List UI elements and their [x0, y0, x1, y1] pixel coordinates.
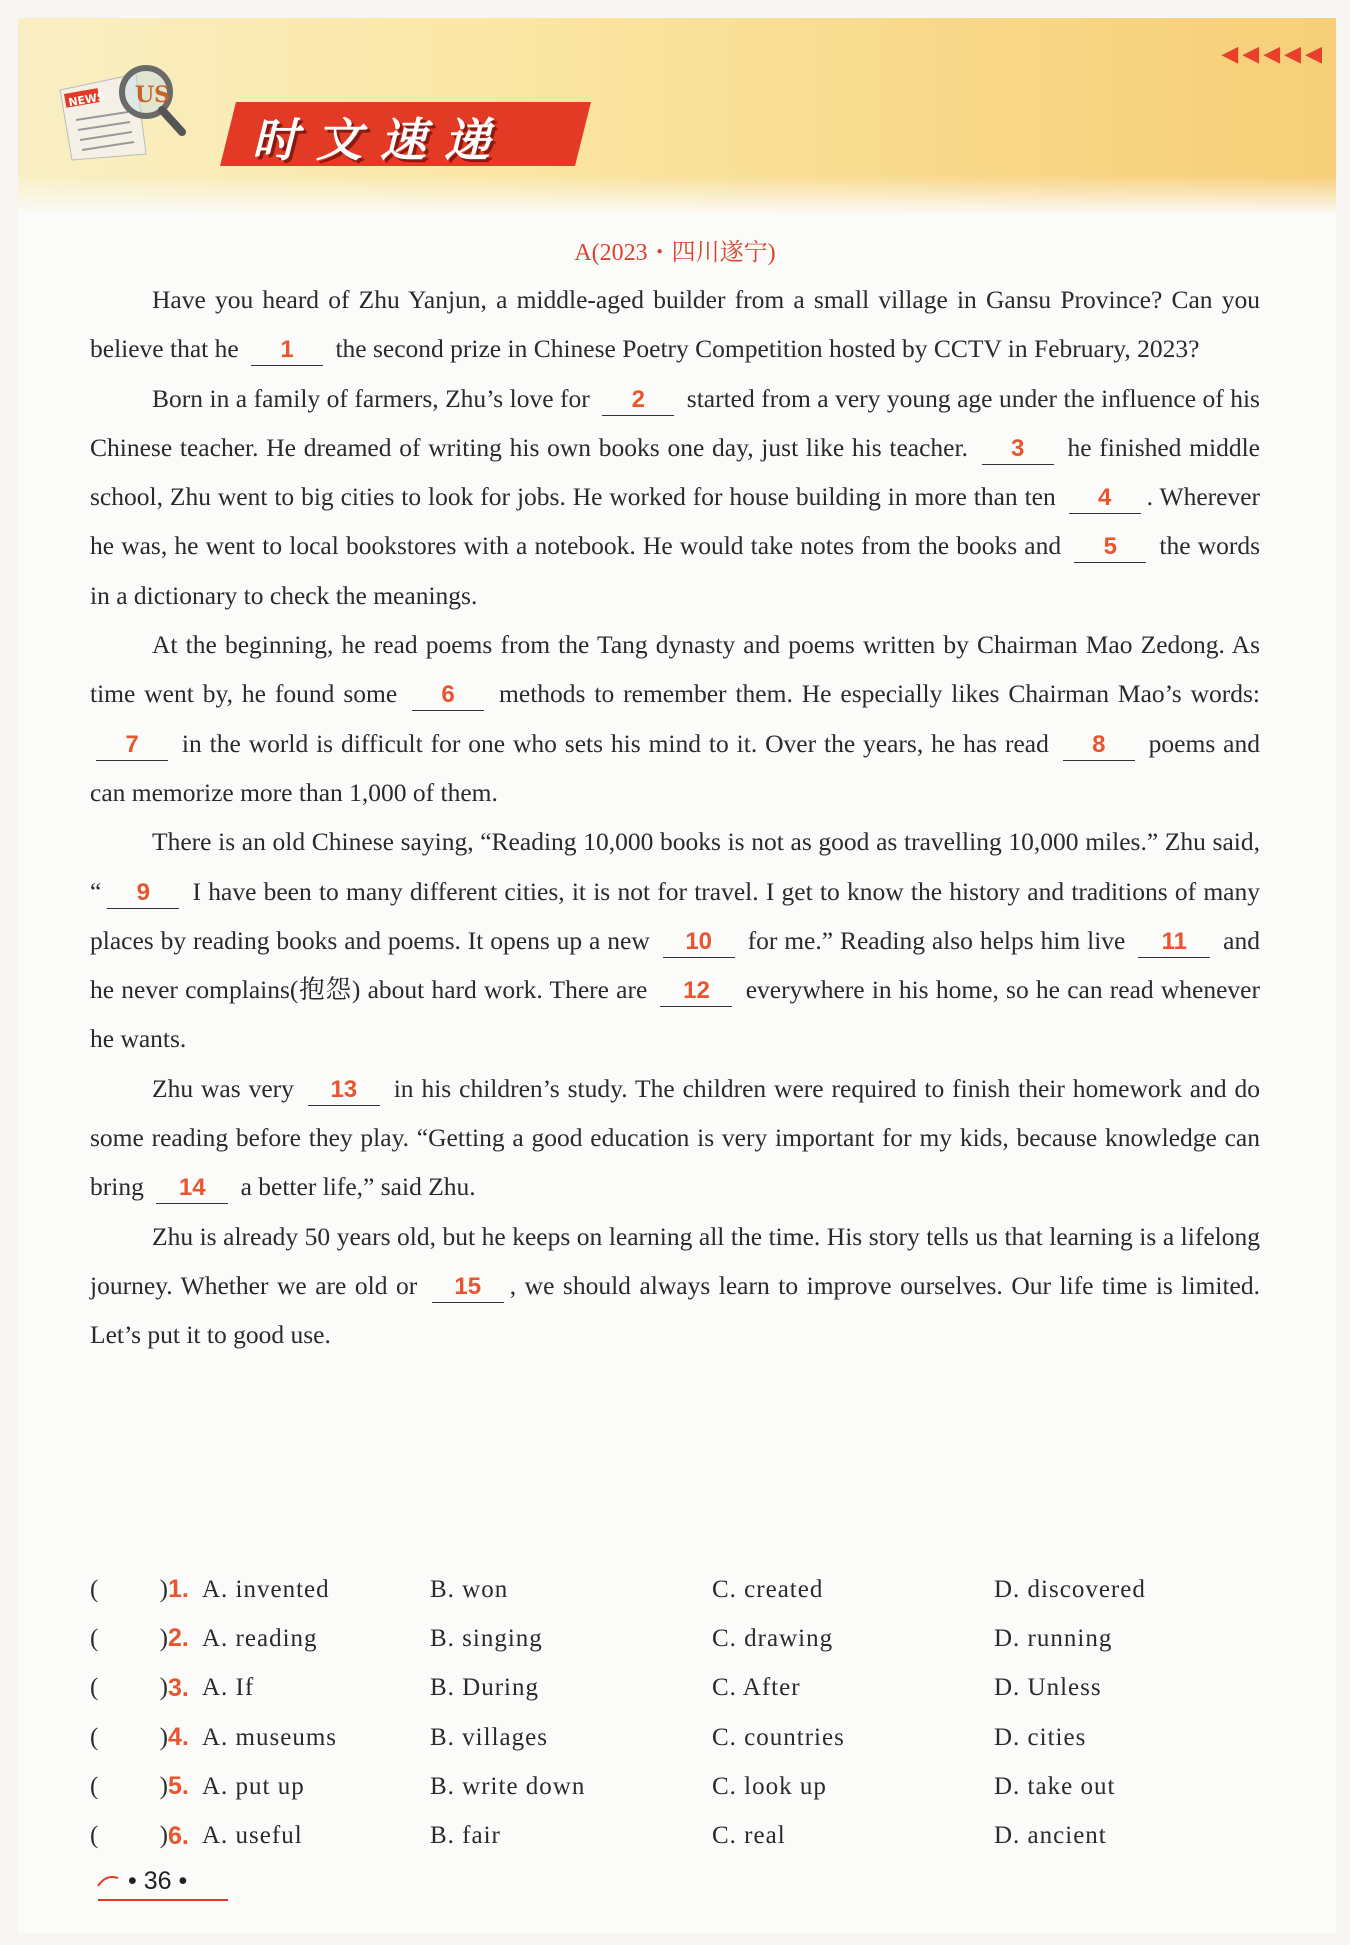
paragraph-text: the words in a dictionary to check the meanings. — [90, 531, 1261, 610]
paragraph-text: the second prize in Chinese Poetry Competition hosted by CCTV in February, 2023? — [329, 334, 1200, 364]
answer-blank[interactable]: 8 — [1063, 730, 1135, 761]
page-number: • 36 • — [128, 1867, 188, 1895]
paragraph-text: started from a very young age under the influence of his Chinese teacher. He dreamed of writing his own books one day, just like his teacher. — [90, 383, 1260, 462]
question-row — [90, 1664, 1260, 1713]
answer-bracket[interactable] — [90, 1576, 168, 1604]
paragraph-text: everywhere in his home, so he can read whenever he wants. — [90, 975, 1260, 1054]
bracket-close: ) — [159, 1674, 168, 1702]
answer-blank[interactable]: 2 — [602, 385, 674, 416]
paragraph-text: Have you heard of Zhu Yanjun, a middle-aged builder from a small village in Gansu Province? Can you believe that he — [90, 285, 1260, 364]
option-d[interactable]: D. ancient — [994, 1822, 1107, 1850]
option-b[interactable]: B. villages — [430, 1723, 548, 1751]
paragraph-text: . Wherever he was, he went to local bookstores with a notebook. He would take notes from the books and — [90, 482, 1261, 561]
question-number: 3. — [168, 1673, 189, 1702]
paragraph-text: a better life,” said Zhu. — [234, 1172, 476, 1202]
bracket-close: ) — [159, 1772, 168, 1800]
answer-bracket[interactable] — [90, 1822, 168, 1850]
bracket-close: ) — [159, 1575, 168, 1603]
option-b[interactable]: B. write down — [430, 1772, 586, 1800]
answer-blank[interactable]: 12 — [660, 976, 732, 1007]
paragraph-text: and he never complains(抱怨) about hard work. There are — [90, 925, 1260, 1005]
option-c[interactable]: C. drawing — [712, 1624, 834, 1652]
answer-blank[interactable]: 4 — [1069, 483, 1141, 514]
question-row — [90, 1811, 1260, 1860]
question-number: 6. — [168, 1821, 189, 1850]
passage — [90, 275, 1260, 1360]
paragraph — [90, 1064, 1260, 1212]
option-d[interactable]: D. take out — [994, 1772, 1116, 1800]
paragraph-text: for me.” Reading also helps him live — [740, 925, 1133, 955]
option-a[interactable]: A. invented — [202, 1575, 330, 1603]
answer-blank[interactable]: 3 — [982, 434, 1054, 465]
answer-blank[interactable]: 15 — [432, 1272, 504, 1303]
answer-bracket[interactable] — [90, 1724, 168, 1752]
paragraph-text: poems and can memorize more than 1,000 of them. — [90, 728, 1260, 807]
paragraph — [90, 817, 1260, 1063]
paragraph-text: At the beginning, he read poems from the Tang dynasty and poems written by Chairman Mao Zedong. As time went by, he found some — [90, 630, 1260, 709]
question-options — [90, 1565, 1260, 1861]
question-row — [90, 1565, 1260, 1614]
question-row — [90, 1614, 1260, 1663]
question-number: 4. — [168, 1723, 189, 1752]
answer-blank[interactable]: 10 — [663, 927, 735, 958]
page-title: 时文速递 — [252, 113, 508, 167]
article — [90, 232, 1260, 1360]
paragraph-text: , we should always learn to improve ourselves. Our life time is limited. Let’s put it to good use. — [90, 1270, 1260, 1350]
section-label: A(2023・四川遂宁) — [574, 240, 776, 266]
arrows-icon: ◀◀◀◀◀ — [1221, 42, 1326, 67]
bracket-open: ( — [90, 1723, 99, 1751]
option-a[interactable]: A. museums — [202, 1723, 337, 1751]
option-a[interactable]: A. reading — [202, 1624, 318, 1652]
option-c[interactable]: C. real — [712, 1822, 786, 1850]
answer-blank[interactable]: 7 — [96, 730, 168, 761]
option-a[interactable]: A. If — [202, 1674, 255, 1702]
question-number: 2. — [168, 1624, 189, 1653]
svg-text:US: US — [135, 82, 171, 108]
question-number: 5. — [168, 1772, 189, 1801]
paragraph-text: methods to remember them. He especially likes Chairman Mao’s words: — [490, 679, 1260, 709]
question-row — [90, 1713, 1260, 1762]
question-number: 1. — [168, 1575, 189, 1604]
paragraph-text: Zhu was very — [152, 1073, 302, 1103]
svg-text:NEWS: NEWS — [67, 90, 106, 110]
answer-bracket[interactable] — [90, 1625, 168, 1653]
magnifier-news-icon — [58, 62, 188, 162]
answer-blank[interactable]: 1 — [251, 335, 323, 366]
paragraph — [90, 620, 1260, 817]
option-b[interactable]: B. fair — [430, 1822, 501, 1850]
answer-blank[interactable]: 14 — [156, 1173, 228, 1204]
paragraph-text: in the world is difficult for one who sets his mind to it. Over the years, he has read — [174, 728, 1057, 758]
option-b[interactable]: B. During — [430, 1674, 539, 1702]
answer-blank[interactable]: 9 — [107, 878, 179, 909]
option-a[interactable]: A. put up — [202, 1772, 305, 1800]
paragraph-text: Zhu is already 50 years old, but he keeps on learning all the time. His story tells us that learning is a lifelong journey. Whether we are old or — [90, 1221, 1260, 1300]
paragraph-text: Born in a family of farmers, Zhu’s love for — [152, 383, 597, 413]
paragraph-text: There is an old Chinese saying, “Reading 10,000 books is not as good as travelling 10,000 miles.” Zhu said, “ — [90, 827, 1260, 906]
bracket-close: ) — [159, 1822, 168, 1850]
paragraph — [90, 374, 1260, 620]
answer-blank[interactable]: 13 — [308, 1075, 380, 1106]
option-d[interactable]: D. cities — [994, 1723, 1087, 1751]
option-c[interactable]: C. After — [712, 1674, 801, 1702]
answer-blank[interactable]: 5 — [1074, 532, 1146, 563]
bracket-open: ( — [90, 1822, 99, 1850]
answer-blank[interactable]: 6 — [412, 680, 484, 711]
option-d[interactable]: D. Unless — [994, 1674, 1102, 1702]
bracket-open: ( — [90, 1674, 99, 1702]
answer-bracket[interactable] — [90, 1674, 168, 1702]
question-row — [90, 1762, 1260, 1811]
paragraph-text: in his children’s study. The children were required to finish their homework and do some reading before they play. “Getting a good education is very important for my kids, because knowledge can bring — [90, 1073, 1260, 1202]
option-d[interactable]: D. discovered — [994, 1575, 1146, 1603]
option-a[interactable]: A. useful — [202, 1822, 303, 1850]
paragraph-text: he finished middle school, Zhu went to big cities to look for jobs. He worked for house building in more than ten — [90, 432, 1261, 512]
option-c[interactable]: C. countries — [712, 1723, 845, 1751]
option-b[interactable]: B. singing — [430, 1624, 543, 1652]
answer-blank[interactable]: 11 — [1138, 927, 1210, 958]
option-b[interactable]: B. won — [430, 1575, 509, 1603]
bracket-open: ( — [90, 1772, 99, 1800]
bracket-open: ( — [90, 1575, 99, 1603]
answer-bracket[interactable] — [90, 1773, 168, 1801]
paragraph-text: I have been to many different cities, it is not for travel. I get to know the history and traditions of many places by reading books and poems. It opens up a new — [90, 876, 1260, 955]
bracket-close: ) — [159, 1723, 168, 1751]
option-c[interactable]: C. created — [712, 1575, 824, 1603]
paragraph — [90, 1212, 1260, 1360]
bracket-close: ) — [159, 1624, 168, 1652]
paragraph — [90, 275, 1260, 374]
bracket-open: ( — [90, 1624, 99, 1652]
option-c[interactable]: C. look up — [712, 1772, 827, 1800]
option-d[interactable]: D. running — [994, 1624, 1113, 1652]
